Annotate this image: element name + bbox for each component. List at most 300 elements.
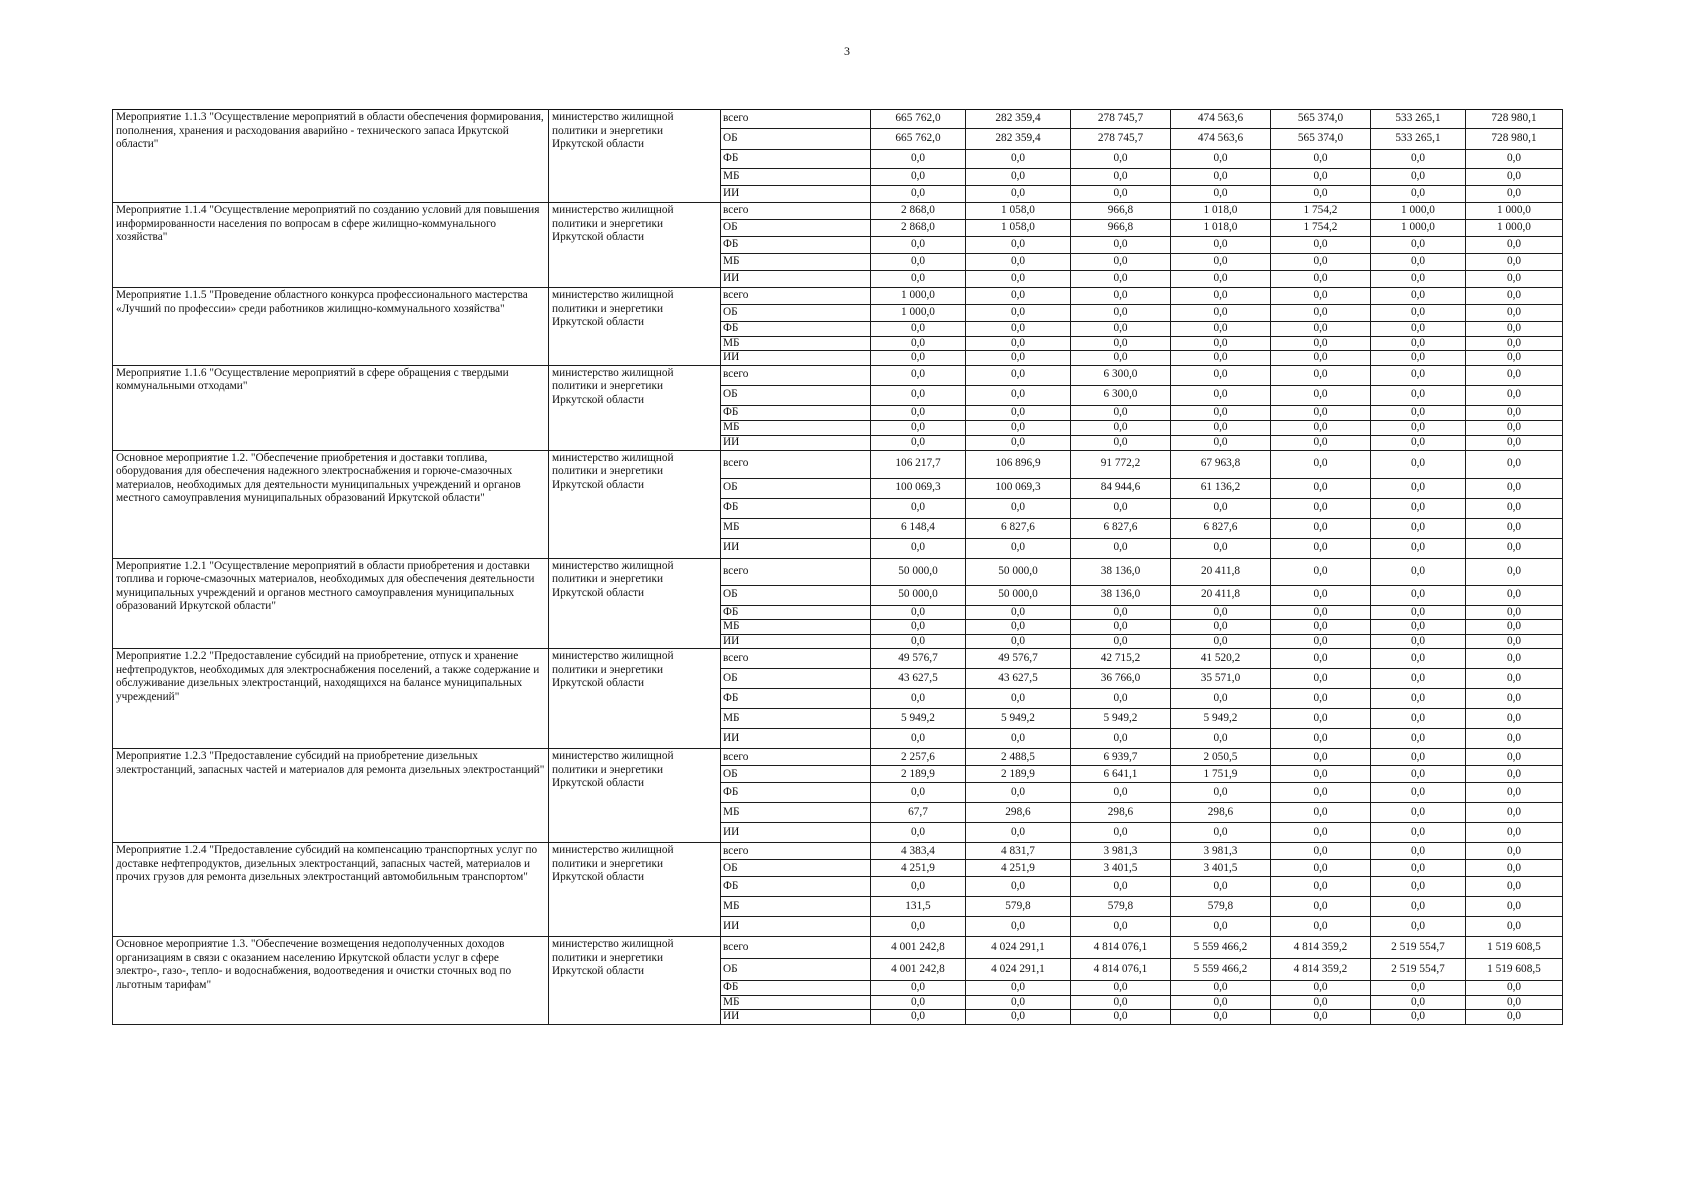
amount-cell: 0,0 [1371,981,1466,996]
amount-cell: 0,0 [1071,169,1171,186]
amount-cell: 0,0 [1171,1010,1271,1025]
amount-cell: 0,0 [1466,150,1563,169]
executor-cell: министерство жилищной политики и энергетики Иркутской области [549,203,721,288]
amount-cell: 4 831,7 [966,843,1071,860]
amount-cell: 0,0 [1271,843,1371,860]
amount-cell: 0,0 [871,169,966,186]
amount-cell: 0,0 [966,351,1071,366]
amount-cell: 0,0 [1171,538,1271,558]
amount-cell: 0,0 [1466,766,1563,783]
amount-cell: 1 751,9 [1171,766,1271,783]
amount-cell: 0,0 [1071,1010,1171,1025]
amount-cell: 0,0 [1271,351,1371,366]
funding-source-cell: всего [721,365,871,385]
amount-cell: 0,0 [1371,843,1466,860]
funding-source-cell: всего [721,558,871,585]
amount-cell: 565 374,0 [1271,129,1371,150]
amount-cell: 3 981,3 [1071,843,1171,860]
amount-cell: 0,0 [1071,689,1171,709]
amount-cell: 0,0 [1466,585,1563,605]
amount-cell: 2 189,9 [871,766,966,783]
amount-cell: 565 374,0 [1271,110,1371,129]
amount-cell: 579,8 [1071,897,1171,917]
amount-cell: 533 265,1 [1371,129,1466,150]
funding-source-cell: ИИ [721,917,871,937]
amount-cell: 0,0 [1371,709,1466,729]
amount-cell: 0,0 [871,254,966,271]
amount-cell: 0,0 [1171,336,1271,351]
funding-source-cell: ИИ [721,1010,871,1025]
amount-cell: 2 519 554,7 [1371,937,1466,959]
amount-cell: 0,0 [1466,237,1563,254]
amount-cell: 106 217,7 [871,450,966,478]
amount-cell: 0,0 [1271,634,1371,649]
amount-cell: 0,0 [871,689,966,709]
amount-cell: 4 814 076,1 [1071,959,1171,981]
funding-source-cell: МБ [721,803,871,823]
amount-cell: 0,0 [1466,877,1563,897]
amount-cell: 728 980,1 [1466,110,1563,129]
amount-cell: 6 939,7 [1071,749,1171,766]
amount-cell: 91 772,2 [1071,450,1171,478]
amount-cell: 0,0 [1371,385,1466,405]
amount-cell: 0,0 [1466,1010,1563,1025]
amount-cell: 5 949,2 [871,709,966,729]
amount-cell: 0,0 [1466,478,1563,498]
amount-cell: 5 949,2 [1071,709,1171,729]
amount-cell: 0,0 [1271,169,1371,186]
amount-cell: 0,0 [1466,729,1563,749]
amount-cell: 0,0 [1371,254,1466,271]
funding-source-cell: ИИ [721,634,871,649]
amount-cell: 0,0 [1371,995,1466,1010]
amount-cell: 0,0 [1466,803,1563,823]
amount-cell: 0,0 [1371,1010,1466,1025]
measure-name-cell: Основное мероприятие 1.2. "Обеспечение приобретения и доставки топлива, оборудования для обеспечения надежного электроснабжения и горюче-смазочных материалов, необходимых для деятельности муниципальных учреждений и органов местного самоуправления муниципальных образований Иркутской области" [113,450,549,558]
amount-cell: 0,0 [1371,649,1466,669]
amount-cell: 0,0 [1271,585,1371,605]
amount-cell: 0,0 [1271,150,1371,169]
funding-source-cell: ФБ [721,150,871,169]
amount-cell: 49 576,7 [966,649,1071,669]
amount-cell: 0,0 [1071,877,1171,897]
amount-cell: 0,0 [1466,620,1563,635]
amount-cell: 0,0 [966,634,1071,649]
amount-cell: 4 383,4 [871,843,966,860]
funding-source-cell: всего [721,649,871,669]
funding-source-cell: ИИ [721,271,871,288]
amount-cell: 0,0 [1371,351,1466,366]
amount-cell: 0,0 [1466,843,1563,860]
amount-cell: 6 300,0 [1071,385,1171,405]
amount-cell: 0,0 [1271,538,1371,558]
amount-cell: 0,0 [1271,385,1371,405]
amount-cell: 0,0 [1271,689,1371,709]
amount-cell: 6 827,6 [966,518,1071,538]
amount-cell: 5 949,2 [1171,709,1271,729]
amount-cell: 50 000,0 [966,558,1071,585]
amount-cell: 0,0 [966,271,1071,288]
amount-cell: 0,0 [871,729,966,749]
amount-cell: 0,0 [1171,420,1271,435]
amount-cell: 0,0 [1171,186,1271,203]
amount-cell: 0,0 [1371,689,1466,709]
amount-cell: 0,0 [1071,237,1171,254]
amount-cell: 0,0 [1271,558,1371,585]
amount-cell: 4 001 242,8 [871,959,966,981]
amount-cell: 1 000,0 [1466,203,1563,220]
amount-cell: 0,0 [1271,498,1371,518]
amount-cell: 0,0 [1171,405,1271,420]
amount-cell: 1 018,0 [1171,203,1271,220]
amount-cell: 49 576,7 [871,649,966,669]
amount-cell: 0,0 [1171,305,1271,322]
table-row [113,203,1563,220]
amount-cell: 0,0 [1171,254,1271,271]
amount-cell: 0,0 [1466,186,1563,203]
amount-cell: 4 251,9 [871,860,966,877]
amount-cell: 474 563,6 [1171,129,1271,150]
amount-cell: 6 148,4 [871,518,966,538]
amount-cell: 1 000,0 [871,305,966,322]
amount-cell: 728 980,1 [1466,129,1563,150]
amount-cell: 0,0 [1466,689,1563,709]
amount-cell: 0,0 [1371,186,1466,203]
amount-cell: 0,0 [871,420,966,435]
amount-cell: 0,0 [1171,150,1271,169]
amount-cell: 0,0 [1071,150,1171,169]
amount-cell: 41 520,2 [1171,649,1271,669]
measure-name-cell: Мероприятие 1.2.3 "Предоставление субсидий на приобретение дизельных электростанций, запасных частей и материалов для ремонта дизельных электростанций" [113,749,549,843]
funding-source-cell: ОБ [721,860,871,877]
amount-cell: 579,8 [966,897,1071,917]
amount-cell: 0,0 [1371,620,1466,635]
funding-source-cell: МБ [721,420,871,435]
amount-cell: 0,0 [1271,435,1371,450]
measure-name-cell: Мероприятие 1.2.2 "Предоставление субсидий на приобретение, отпуск и хранение нефтепродуктов, необходимых для электроснабжения поселений, а также содержание и обслуживание дизельных электростанций, находящихся на балансе муниципальных учреждений" [113,649,549,749]
amount-cell: 0,0 [1171,288,1271,305]
amount-cell: 0,0 [871,186,966,203]
amount-cell: 0,0 [1466,254,1563,271]
table-row [113,288,1563,305]
amount-cell: 0,0 [1371,783,1466,803]
amount-cell: 6 300,0 [1071,365,1171,385]
amount-cell: 0,0 [1466,365,1563,385]
amount-cell: 0,0 [1466,605,1563,620]
amount-cell: 0,0 [1466,783,1563,803]
amount-cell: 0,0 [1371,877,1466,897]
amount-cell: 4 251,9 [966,860,1071,877]
funding-source-cell: всего [721,450,871,478]
amount-cell: 0,0 [1466,336,1563,351]
amount-cell: 298,6 [1171,803,1271,823]
amount-cell: 298,6 [966,803,1071,823]
funding-source-cell: ОБ [721,305,871,322]
amount-cell: 0,0 [1271,336,1371,351]
funding-source-cell: ОБ [721,385,871,405]
funding-source-cell: ФБ [721,605,871,620]
executor-cell: министерство жилищной политики и энергетики Иркутской области [549,450,721,558]
funding-source-cell: ИИ [721,186,871,203]
table-row [113,649,1563,669]
funding-source-cell: ИИ [721,435,871,450]
funding-source-cell: ФБ [721,322,871,337]
amount-cell: 0,0 [1071,288,1171,305]
funding-source-cell: МБ [721,897,871,917]
amount-cell: 0,0 [871,237,966,254]
amount-cell: 0,0 [1071,336,1171,351]
amount-cell: 0,0 [1271,1010,1371,1025]
table-row [113,749,1563,766]
funding-source-cell: всего [721,843,871,860]
amount-cell: 0,0 [1071,435,1171,450]
amount-cell: 50 000,0 [966,585,1071,605]
amount-cell: 0,0 [966,823,1071,843]
amount-cell: 0,0 [966,405,1071,420]
amount-cell: 0,0 [1071,605,1171,620]
amount-cell: 0,0 [1271,877,1371,897]
amount-cell: 0,0 [1271,729,1371,749]
amount-cell: 0,0 [1171,877,1271,897]
funding-source-cell: ИИ [721,351,871,366]
amount-cell: 579,8 [1171,897,1271,917]
amount-cell: 0,0 [871,385,966,405]
amount-cell: 4 814 359,2 [1271,959,1371,981]
funding-source-cell: всего [721,749,871,766]
amount-cell: 0,0 [1071,538,1171,558]
amount-cell: 665 762,0 [871,110,966,129]
amount-cell: 38 136,0 [1071,558,1171,585]
amount-cell: 298,6 [1071,803,1171,823]
amount-cell: 0,0 [871,336,966,351]
amount-cell: 0,0 [1271,365,1371,385]
amount-cell: 0,0 [871,271,966,288]
table-row [113,937,1563,959]
funding-source-cell: всего [721,203,871,220]
funding-source-cell: ФБ [721,981,871,996]
funding-source-cell: МБ [721,620,871,635]
amount-cell: 0,0 [1271,823,1371,843]
amount-cell: 0,0 [1171,435,1271,450]
amount-cell: 2 868,0 [871,203,966,220]
amount-cell: 0,0 [1271,860,1371,877]
amount-cell: 0,0 [871,498,966,518]
amount-cell: 0,0 [1071,351,1171,366]
executor-cell: министерство жилищной политики и энергетики Иркутской области [549,110,721,203]
amount-cell: 0,0 [966,981,1071,996]
amount-cell: 0,0 [871,823,966,843]
amount-cell: 38 136,0 [1071,585,1171,605]
amount-cell: 0,0 [1171,917,1271,937]
funding-source-cell: МБ [721,169,871,186]
amount-cell: 0,0 [1371,288,1466,305]
amount-cell: 0,0 [1271,995,1371,1010]
amount-cell: 665 762,0 [871,129,966,150]
amount-cell: 1 519 608,5 [1466,937,1563,959]
amount-cell: 0,0 [1466,305,1563,322]
amount-cell: 0,0 [1466,981,1563,996]
amount-cell: 0,0 [1271,322,1371,337]
amount-cell: 0,0 [1271,420,1371,435]
funding-source-cell: ОБ [721,478,871,498]
amount-cell: 0,0 [1371,729,1466,749]
amount-cell: 0,0 [1466,634,1563,649]
funding-source-cell: всего [721,110,871,129]
amount-cell: 5 559 466,2 [1171,937,1271,959]
amount-cell: 6 641,1 [1071,766,1171,783]
amount-cell: 35 571,0 [1171,669,1271,689]
amount-cell: 0,0 [1466,169,1563,186]
amount-cell: 0,0 [1071,498,1171,518]
amount-cell: 1 754,2 [1271,220,1371,237]
amount-cell: 20 411,8 [1171,585,1271,605]
amount-cell: 1 000,0 [1371,203,1466,220]
amount-cell: 0,0 [1371,605,1466,620]
amount-cell: 6 827,6 [1171,518,1271,538]
executor-cell: министерство жилищной политики и энергетики Иркутской области [549,365,721,450]
amount-cell: 0,0 [1071,271,1171,288]
amount-cell: 0,0 [1171,783,1271,803]
amount-cell: 0,0 [966,288,1071,305]
table-row [113,110,1563,129]
amount-cell: 0,0 [1371,365,1466,385]
amount-cell: 106 896,9 [966,450,1071,478]
amount-cell: 0,0 [966,336,1071,351]
amount-cell: 0,0 [1271,288,1371,305]
amount-cell: 36 766,0 [1071,669,1171,689]
amount-cell: 0,0 [1271,237,1371,254]
amount-cell: 0,0 [1371,669,1466,689]
amount-cell: 2 050,5 [1171,749,1271,766]
amount-cell: 0,0 [1071,620,1171,635]
funding-source-cell: ФБ [721,783,871,803]
amount-cell: 0,0 [1271,405,1371,420]
amount-cell: 6 827,6 [1071,518,1171,538]
amount-cell: 4 814 076,1 [1071,937,1171,959]
amount-cell: 0,0 [1171,981,1271,996]
amount-cell: 0,0 [1171,605,1271,620]
amount-cell: 0,0 [966,620,1071,635]
executor-cell: министерство жилищной политики и энергетики Иркутской области [549,649,721,749]
amount-cell: 0,0 [1371,766,1466,783]
amount-cell: 0,0 [1371,860,1466,877]
amount-cell: 0,0 [1371,823,1466,843]
amount-cell: 5 949,2 [966,709,1071,729]
table-row [113,843,1563,860]
amount-cell: 0,0 [1271,749,1371,766]
amount-cell: 0,0 [1271,605,1371,620]
measure-name-cell: Мероприятие 1.1.4 "Осуществление мероприятий по созданию условий для повышения информированности населения по вопросам в сфере жилищно-коммунального хозяйства" [113,203,549,288]
funding-source-cell: ОБ [721,959,871,981]
amount-cell: 0,0 [1271,450,1371,478]
amount-cell: 0,0 [1371,634,1466,649]
amount-cell: 0,0 [966,322,1071,337]
amount-cell: 131,5 [871,897,966,917]
funding-source-cell: ОБ [721,766,871,783]
funding-table-body [113,110,1563,1025]
amount-cell: 0,0 [966,538,1071,558]
funding-source-cell: ФБ [721,498,871,518]
amount-cell: 0,0 [1171,634,1271,649]
amount-cell: 1 018,0 [1171,220,1271,237]
funding-source-cell: ИИ [721,538,871,558]
amount-cell: 0,0 [1171,169,1271,186]
amount-cell: 0,0 [1466,498,1563,518]
amount-cell: 1 058,0 [966,203,1071,220]
amount-cell: 0,0 [966,420,1071,435]
amount-cell: 966,8 [1071,220,1171,237]
amount-cell: 0,0 [1271,478,1371,498]
amount-cell: 0,0 [871,351,966,366]
amount-cell: 0,0 [1466,558,1563,585]
amount-cell: 0,0 [1071,995,1171,1010]
amount-cell: 0,0 [1466,823,1563,843]
amount-cell: 0,0 [1071,917,1171,937]
amount-cell: 0,0 [1271,518,1371,538]
amount-cell: 1 000,0 [871,288,966,305]
amount-cell: 966,8 [1071,203,1171,220]
amount-cell: 1 000,0 [1466,220,1563,237]
amount-cell: 0,0 [1371,237,1466,254]
amount-cell: 0,0 [1171,365,1271,385]
amount-cell: 0,0 [871,150,966,169]
amount-cell: 0,0 [1171,498,1271,518]
amount-cell: 0,0 [1371,538,1466,558]
amount-cell: 0,0 [871,1010,966,1025]
amount-cell: 0,0 [1071,783,1171,803]
amount-cell: 0,0 [1271,709,1371,729]
amount-cell: 0,0 [966,169,1071,186]
funding-source-cell: ФБ [721,405,871,420]
amount-cell: 0,0 [1171,729,1271,749]
amount-cell: 0,0 [1271,186,1371,203]
amount-cell: 0,0 [966,305,1071,322]
funding-source-cell: ОБ [721,669,871,689]
amount-cell: 0,0 [1071,981,1171,996]
amount-cell: 3 401,5 [1071,860,1171,877]
amount-cell: 0,0 [1466,749,1563,766]
amount-cell: 0,0 [1071,405,1171,420]
amount-cell: 0,0 [871,605,966,620]
amount-cell: 0,0 [1371,336,1466,351]
amount-cell: 43 627,5 [871,669,966,689]
funding-source-cell: МБ [721,336,871,351]
amount-cell: 0,0 [966,877,1071,897]
amount-cell: 0,0 [1071,823,1171,843]
amount-cell: 0,0 [1371,322,1466,337]
amount-cell: 0,0 [1171,689,1271,709]
funding-source-cell: ОБ [721,220,871,237]
amount-cell: 0,0 [1271,649,1371,669]
amount-cell: 2 488,5 [966,749,1071,766]
amount-cell: 0,0 [966,254,1071,271]
measure-name-cell: Мероприятие 1.1.5 "Проведение областного конкурса профессионального мастерства «Лучший по профессии» среди работников жилищно-коммунального хозяйства" [113,288,549,366]
amount-cell: 0,0 [1466,860,1563,877]
amount-cell: 0,0 [1371,897,1466,917]
amount-cell: 0,0 [1466,271,1563,288]
amount-cell: 4 814 359,2 [1271,937,1371,959]
funding-source-cell: ИИ [721,729,871,749]
amount-cell: 0,0 [1171,620,1271,635]
amount-cell: 0,0 [1071,729,1171,749]
amount-cell: 0,0 [1271,803,1371,823]
amount-cell: 0,0 [1271,271,1371,288]
amount-cell: 4 024 291,1 [966,959,1071,981]
amount-cell: 0,0 [1466,288,1563,305]
amount-cell: 0,0 [966,237,1071,254]
amount-cell: 0,0 [1371,150,1466,169]
amount-cell: 0,0 [1271,981,1371,996]
